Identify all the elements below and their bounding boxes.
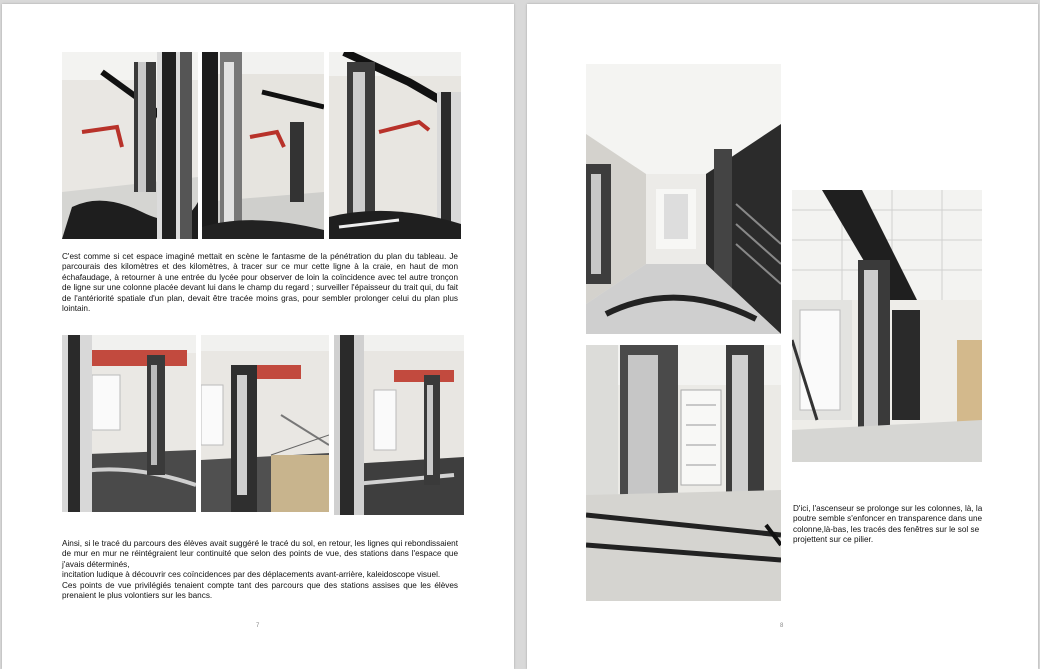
photo-middle-2 [201, 335, 329, 512]
caption-block [793, 504, 983, 546]
photo-column-elevator [792, 190, 982, 462]
paragraph-1-text: C'est comme si cet espace imaginé mettait en scène le fantasme de la pénétration du plan du tableau. Je parcourais des kilomètres et des kilomètres, à tracer sur ce mur cette ligne à la craie, en haut de mon échafaudage, à retourner à une entrée du lycée pour observer de loin la coïncidence avec tel autre tronçon de ligne sur une colonne placée devant lui dans le champ du regard ; surveiller l'épaisseur du trait qui, du fait de l'antériorité spatiale d'un plan, devait être tracée moins gras, pour sembler prolonger celui du plan plus lointain. [62, 252, 458, 314]
page-number-8: 8 [780, 623, 784, 629]
page-8 [527, 4, 1038, 669]
photo-middle-1 [62, 335, 196, 512]
photo-top-3 [329, 52, 461, 239]
photo-top-2 [202, 52, 324, 239]
paragraph-2-line-3: Ces points de vue privilégiés tenaient compte tant des parcours que des stations assises que les élèves prenaient le plus volontiers sur les bancs. [62, 580, 458, 601]
caption-text: D'ici, l'ascenseur se prolonge sur les colonnes, là, la poutre semble s'enfoncer en transparence dans une colonne,là-bas, les tracés des fenêtres sur le sol se projettent sur ce pilier. [793, 504, 983, 545]
paragraph-2-line-2: incitation ludique à découvrir ces coïncidences par des déplacements avant-arrière, kaleidoscope visuel. [62, 570, 441, 580]
photo-corridor [586, 64, 781, 334]
page-7 [2, 4, 514, 669]
photo-middle-3 [334, 335, 464, 515]
paragraph-floor-line [62, 252, 458, 314]
photo-pillar-windows [586, 345, 781, 601]
paragraph-2-line-1: Ainsi, si le tracé du parcours des élèves avait suggéré le tracé du sol, en retour, les lignes qui rebondissaient de mur en mur ne réintégraient leur continuité que selon des points de vue, des stations dans l'espace que j'avais déterminés, [62, 539, 458, 569]
photo-top-1 [62, 52, 198, 239]
paragraph-viewpoints [62, 539, 458, 601]
page-number-7: 7 [256, 623, 260, 629]
